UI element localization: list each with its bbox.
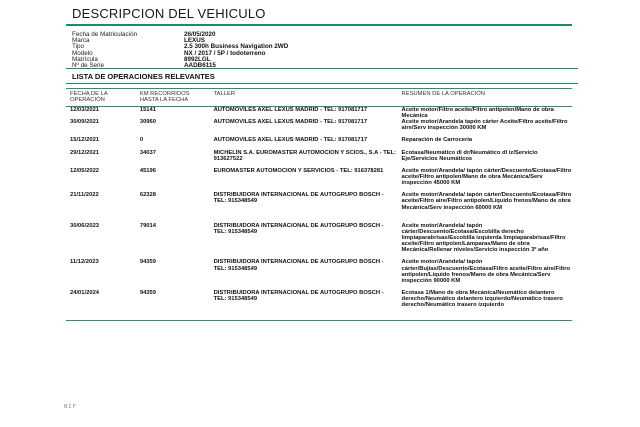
cell-shop: DISTRIBUIDORA INTERNACIONAL DE AUTOGRUPO BOSCH - TEL: 915348549: [213, 289, 384, 303]
info-label: Marca: [72, 37, 90, 45]
table-row: [66, 223, 572, 260]
cell-km: 34037: [139, 149, 156, 156]
cell-summary: Aceite motor/Arandela/ tapón cárter/Descuento/Ecotasa/Filtro aceite/Filtro aire/Filtro antipolen/Líquido frenos/Mano de obra Mecánica/Serv inspección 60000 KM: [401, 192, 572, 211]
cell-summary: Reparación de Carrocería: [401, 137, 473, 144]
table-row: [66, 150, 572, 168]
cell-shop: DISTRIBUIDORA INTERNACIONAL DE AUTOGRUPO BOSCH - TEL: 915348549: [213, 192, 384, 205]
cell-summary: Aceite motor/Arandela/ tapón cárter/Descuento/Ecotasa/Escobilla derecho limpiaparabrisas/Escobilla izquierda limpiaparabrisas/Filtro aceite/Filtro antipolen/Lámparas/Mano de obra Mecánica/Rellenar niveles/Servicio inspección 3º año: [401, 222, 566, 254]
table-row: [66, 192, 572, 223]
cell-km: 15141: [139, 107, 156, 113]
info-value: NX / 2017 / 5P / todoterreno: [184, 49, 266, 57]
info-value: 2.5 300h Business Navigation 2WD: [184, 43, 289, 51]
cell-date: 30/09/2021: [70, 119, 100, 126]
cell-summary: Aceite motor/Arandela tapón cárter Aceite/Filtro aceite/Filtro aire/Serv inspección 30000 KM: [401, 119, 568, 132]
header-shop: TALLER: [213, 91, 236, 97]
info-value: LEXUS: [184, 37, 205, 45]
info-value: 8992LGL: [184, 55, 211, 63]
cell-summary: Ecotasa 1/Mano de obra Mecánica/Neumático delantero derecho/Neumático delantero izquierdo/Neumático trasero derecho/Neumático trasero izquierdo: [401, 289, 563, 309]
cell-date: 12/05/2022: [70, 167, 100, 174]
cell-summary: Aceite motor/Arandela/ tapón cárter/Bujías/Descuento/Ecotasa/Filtro aceite/Filtro aire/Filtro antipolen/Líquido frenos/Mano de obra Mecánica/Serv inspección 90000 KM: [401, 259, 571, 284]
info-value: AADB6115: [184, 62, 216, 70]
header-km: KM RECORRIDOS HASTA LA FECHA: [139, 91, 190, 103]
info-label: Matrícula: [72, 55, 98, 63]
cell-date: 11/12/2023: [70, 259, 99, 266]
cell-km: 62328: [139, 192, 156, 199]
cell-shop: AUTOMOVILES AXEL LEXUS MADRID - TEL: 917081717: [213, 119, 368, 126]
header-summary: RESUMEN DE LA OPERACIÓN: [401, 91, 485, 97]
table-row: [66, 290, 572, 321]
cell-shop: DISTRIBUIDORA INTERNACIONAL DE AUTOGRUPO BOSCH - TEL: 915348549: [213, 222, 384, 235]
page-title: DESCRIPCION DEL VEHICULO: [72, 6, 266, 21]
info-label: Tipo: [72, 43, 85, 51]
cell-summary: Aceite motor/Arandela/ tapón cárter/Descuento/Ecotasa/Filtro aceite/Filtro antipolen/Mano de obra Mecánica/Serv inspección 45000 KM: [401, 167, 572, 187]
vehicle-info: [72, 32, 572, 69]
table-body: [66, 107, 572, 320]
section-title: LISTA DE OPERACIONES RELEVANTES: [66, 68, 578, 84]
cell-date: 15/12/2021: [70, 137, 100, 144]
cell-shop: DISTRIBUIDORA INTERNACIONAL DE AUTOGRUPO BOSCH - TEL: 915348549: [213, 259, 384, 272]
info-label: Modelo: [72, 49, 93, 57]
table-header: [66, 89, 572, 107]
cell-shop: AUTOMOVILES AXEL LEXUS MADRID - TEL: 917081717: [213, 107, 368, 113]
cell-summary: Aceite motor/Filtro aceite/Filtro antipolen/Mano de obra Mecánica: [401, 107, 554, 120]
info-label: Fecha de Matriculación: [72, 31, 138, 38]
table-row: [66, 107, 572, 119]
table-row: [66, 168, 572, 192]
cell-km: 0: [139, 137, 144, 144]
cell-km: 79014: [139, 222, 156, 229]
cell-shop: MICHELIN S.A. EUROMASTER AUTOMOCION Y SCIOS., S.A - TEL: 913627522: [213, 149, 397, 162]
cell-km: 45196: [139, 167, 156, 174]
cell-km: 94359: [139, 289, 156, 296]
cell-shop: EUROMASTER AUTOMOCION Y SERVICIOS - TEL: 916378281: [213, 167, 384, 174]
info-value: 26/05/2020: [184, 31, 216, 38]
table-row: [66, 137, 572, 149]
table-row: [66, 259, 572, 290]
info-label: Nº de Serie: [72, 62, 105, 70]
cell-date: 30/06/2023: [70, 222, 100, 229]
cell-shop: AUTOMOVILES AXEL LEXUS MADRID - TEL: 917081717: [213, 137, 368, 144]
operations-table: [66, 88, 572, 321]
cell-km: 94359: [139, 259, 156, 266]
cell-summary: Ecotasa/Neumático dl dr/Neumático dl iz/Servicio Eje/Servicios Neumáticos: [401, 149, 538, 162]
cell-date: 29/12/2021: [70, 149, 100, 156]
cell-date: 12/03/2021: [70, 107, 100, 113]
cell-km: 30960: [139, 119, 156, 126]
cell-date: 24/01/2024: [70, 289, 100, 296]
footer-mark: NIF: [64, 404, 77, 410]
header-date: FECHA DE LA OPERACIÓN: [70, 91, 108, 103]
cell-date: 21/11/2022: [70, 192, 99, 199]
table-row: [66, 119, 572, 137]
title-divider: [66, 24, 572, 26]
